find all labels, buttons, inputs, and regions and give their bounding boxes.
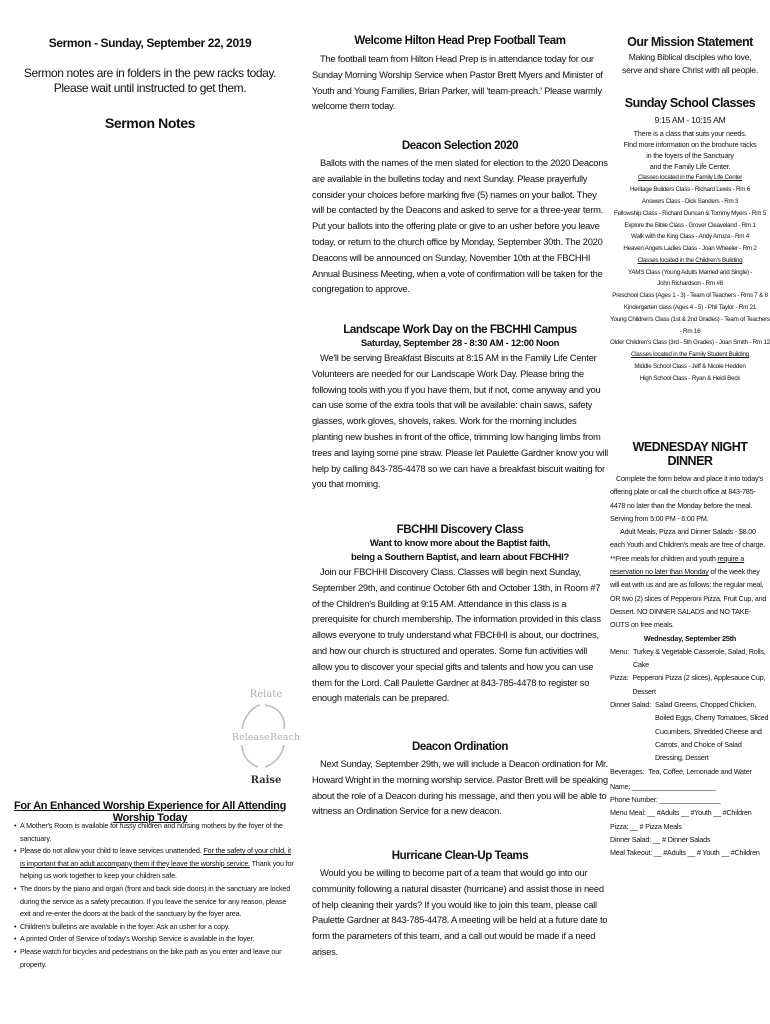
class-item: Heaven Angels Ladies Class - Joan Wheeler - Rm 2 [623, 245, 757, 253]
mission-line-1: Making Biblical disciples who love, [628, 52, 752, 62]
wednesday-dinner-prices: Adult Meals, Pizza and Dinner Salads - $8.00 each Youth and Children's meals are free of charge. [610, 527, 765, 550]
wednesday-dinner-date: Wednesday, September 25th [643, 633, 737, 643]
menu-row [610, 671, 770, 698]
free-meals-text: of the week they will eat with us and are as follows: the regular meal, OR two (2) slices of Pepperoni Pizza, Fruit Cup, and Dessert. NO DINNER SALADS and NO TAKE-OUTS on free meals. [610, 567, 767, 630]
guideline-item: • Please watch for bicycles and pedestrians on the bike path as you enter and leave our property. [14, 946, 294, 971]
sermon-title: Sermon - Sunday, September 22, 2019 [48, 36, 252, 50]
logo-word-reach: Reach [270, 732, 300, 743]
landscape-section [312, 324, 608, 492]
class-location-heading: Classes located in the Family Life Center [637, 174, 743, 182]
hurricane-title: Hurricane Clean-Up Teams [391, 850, 529, 862]
football-body: The football team from Hilton Head Prep is in attendance today for our Sunday Morning Worship Service when Pastor Brett Myers and Minister of Youth and Young Families, Brian Parker, will 'team-preach.' Please warmly welcome them today. [312, 53, 603, 112]
logo-word-release: Release [232, 732, 270, 743]
form-name-field[interactable]: Name: ______________________ [610, 781, 716, 791]
relate-release-reach-raise-logo [228, 683, 302, 787]
wednesday-dinner-serving-time: Serving from 5:00 PM - 6:00 PM. [610, 513, 709, 523]
logo-arrow-4 [242, 705, 260, 729]
hurricane-body: Would you be willing to become part of a team that would go into our community following a natural disaster (hurricane) and assist those in need of help cleaning their yards? If you would like to join this team, please call Paulette Gardner at 843-785-4478. A meeting will be held at a future date to form the parameters of this team, and a call out would be made if a need arises. [312, 867, 608, 957]
mission-line-2: serve and share Christ with all people. [622, 64, 758, 75]
intro-line: and the Family Life Center. [649, 162, 731, 172]
sunday-school-title: Sunday School Classes [624, 96, 756, 110]
ordination-body: Next Sunday, September 29th, we will include a Deacon ordination for Mr. Howard Wright in the morning worship service. Pastor Brett will be speaking about the role of a Deacon during his message, and then you will be able to witness an Ordination Service for a new deacon. [312, 758, 608, 817]
sunday-school-section [610, 96, 770, 385]
guideline-item: • A Mother's Room is available for fussy children and nursing mothers by the foyer of the sanctuary. [14, 820, 294, 845]
guideline-item [14, 845, 294, 883]
class-item: Fellowship Class - Richard Duncan & Tommy Myers - Rm 5 [614, 209, 766, 217]
discovery-subtitle-2: being a Southern Baptist, and learn about FBCHHI? [350, 552, 570, 563]
sermon-notes-instructions [0, 66, 300, 96]
class-item: Older Children's Class (3rd - 5th Grades) - Joan Smith - Rm 12 [610, 339, 770, 347]
deacon-selection-body: Ballots with the names of the men slated for election to the 2020 Deacons are available in the bulletins today and next Sunday. Please prayerfully consider your choices before marking five (5) names on your ballot. They will be contacted by the Deacons and asked to serve for a three-year term. Put your ballots into the offering plate or give to an usher before you leave today, or return to the church office by Monday, September 30th. The 2020 Deacons will be announced on Sunday, November 10th at the FBCHHI Annual Business Meeting, when a vote of confirmation will be taken for the congregation to approve. [312, 157, 608, 295]
menu-label: Pizza: [610, 673, 629, 683]
guideline-text: Please do not allow your child to leave services unattended. [20, 846, 204, 856]
enhanced-worship-heading: For An Enhanced Worship Experience for All Attending Worship Today [13, 800, 287, 824]
intro-line: Find more information on the brochure racks [623, 139, 757, 149]
sermon-notes-line-1: Sermon notes are in folders in the pew racks today. [23, 66, 277, 80]
hurricane-section [312, 850, 608, 960]
class-item: Answers Class - Dick Sanders - Rm 3 [641, 197, 739, 205]
sunday-school-time: 9:15 AM - 10:15 AM [654, 115, 726, 125]
ordination-title: Deacon Ordination [411, 741, 509, 753]
class-item: Middle School Class - Jeff & Nicole Hedden [634, 363, 746, 371]
menu-label: Beverages: [610, 766, 645, 776]
deacon-selection-title: Deacon Selection 2020 [401, 140, 519, 152]
worship-guidelines-list [14, 820, 294, 971]
class-location-heading: Classes located in the Family Student Building [630, 351, 749, 359]
ordination-section [312, 741, 608, 819]
landscape-title: Landscape Work Day on the FBCHHI Campus [343, 324, 577, 336]
logo-arrow-3 [242, 745, 258, 767]
guideline-item: • Children's bulletins are available in the foyer. Ask an usher for a copy. [14, 921, 294, 934]
reservation-form [610, 780, 770, 860]
guideline-text: Thank you for helping us work together to keep your children safe. [20, 858, 294, 881]
class-item: Heritage Builders Class - Richard Lewis - Rm 6 [629, 186, 751, 194]
menu-value: Turkey & Vegetable Casserole, Salad, Rolls, Cake [632, 646, 766, 670]
menu-value: Pepperoni Pizza (2 slices), Applesauce Cup, Dessert [632, 673, 766, 696]
menu-row [610, 765, 770, 778]
sermon-notes-line-2: Please wait until instructed to get them. [53, 81, 247, 95]
menu-row [610, 698, 770, 764]
class-list [610, 172, 770, 384]
menu-value: Tea, Coffee, Lemonade and Water [648, 766, 752, 776]
form-pizza-field[interactable]: Pizza: __ # Pizza Meals [610, 821, 682, 831]
menu-label: Dinner Salad: [610, 700, 651, 710]
logo-word-raise: Raise [250, 775, 282, 786]
discovery-title: FBCHHI Discovery Class [396, 524, 524, 536]
form-phone-field[interactable]: Phone Number: ________________ [610, 795, 721, 805]
menu-label: Menu: [610, 646, 629, 656]
class-item: Walk with the King Class - Andy Arruza - Rm 4 [631, 233, 749, 241]
sermon-notes-heading: Sermon Notes [104, 115, 196, 131]
logo-word-relate: Relate [249, 689, 283, 700]
menu-row [610, 645, 770, 672]
intro-line: in the foyers of the Sanctuary [646, 150, 734, 160]
form-dinner-salad-field[interactable]: Dinner Salad: __ # Dinner Salads [610, 835, 711, 845]
guideline-safety-underlined: For the safety of your child, it is important that an adult accompany them if they leave the worship service. [20, 846, 291, 868]
logo-arrow-2 [265, 745, 284, 767]
discovery-subtitle-1: Want to know more about the Baptist faith, [369, 538, 551, 549]
logo-arrow-1 [265, 705, 284, 729]
football-section [312, 35, 608, 114]
class-item: Young Children's Class (1st & 2nd Grades) - Team of Teachers - Rm 16 [610, 315, 770, 335]
football-title: Welcome Hilton Head Prep Football Team [354, 35, 566, 47]
menu-list [610, 645, 770, 778]
wednesday-dinner-instructions: Complete the form below and place it into today's offering plate or call the church office at 843-785-4478 no later than the Monday before the meal. [610, 474, 763, 510]
class-item: Preschool Class (Ages 1 - 3) - Team of Teachers - Rms 7 & 8 [612, 292, 768, 300]
guideline-item: • The doors by the piano and organ (front and back side doors) in the sanctuary are locked during the service as a safety precaution. If you leave the service for any reason, please exit and re-enter the doors at the back of the sanctuary by the foyer area. [14, 883, 294, 921]
class-item: Kindergarten class (Ages 4 - 5) - Phil Taylor - Rm 21 [623, 304, 757, 312]
class-item: YAMS Class (Young Adults Married and Single) - [627, 268, 753, 276]
class-item: High School Class - Ryan & Heidi Beck [639, 374, 741, 382]
discovery-body: Join our FBCHHI Discovery Class. Classes will begin next Sunday, September 29th, and continue October 6th and October 13th, in Room #7 of the Children's Building at 9:15 AM. Attendance in this class is a prerequisite for church membership. The information provided in this class allows everyone to truly understand what FBCHHI is about, our doctrines, and how our church is structured and operates. Some fun activities will allow you to discover your special gifts and talents and how you can use them for the Lord. Call Paulette Gardner at 843-785-4478 to register so enough materials can be prepared. [312, 566, 601, 704]
class-location-heading: Classes located in the Children's Building [637, 256, 743, 264]
mission-title: Our Mission Statement [627, 35, 753, 49]
sunday-school-intro [610, 128, 770, 173]
guideline-item: • A printed Order of Service of today's Worship Service is available in the foyer. [14, 933, 294, 946]
class-item: Explore the Bible Class - Grover Cleaveland - Rm 1 [624, 221, 756, 229]
deacon-selection-section [312, 140, 608, 297]
form-meal-takeout-field[interactable]: Meal Takeout: __ #Adults __ # Youth __ #Children [610, 848, 760, 858]
intro-line: There is a class that suits your needs. [633, 128, 747, 138]
wednesday-dinner-section [610, 440, 770, 860]
landscape-subtitle: Saturday, September 28 - 8:30 AM - 12:00 Noon [360, 338, 560, 349]
form-menu-meal-field[interactable]: Menu Meal: __ #Adults __ #Youth __ #Children [610, 808, 752, 818]
landscape-body: We'll be serving Breakfast Biscuits at 8:15 AM in the Family Life Center Volunteers are needed for our Landscape Work Day. Please bring the following tools with you if you have them, but if not, come anyway and you can use some of the extra tools that will be available: chain saws, safety glasses, work gloves, shovels, rakes. Work for the morning includes planting new bushes in front of the office, trimming low hanging limbs from trees and laying some pine straw. Please let Paulette Gardner know you will help by calling 843-785-4478 so we can have a breakfast biscuit waiting for you that morning. [312, 352, 608, 490]
free-meals-text: **Free meals for children and youth [610, 553, 718, 563]
wednesday-dinner-title: WEDNESDAY NIGHT DINNER [632, 440, 748, 468]
discovery-section [312, 524, 608, 706]
class-item: John Richardson - Rm #8 [657, 280, 723, 288]
wednesday-dinner-free-meals [610, 552, 770, 632]
menu-value: Salad Greens, Chopped Chicken, Boiled Eggs, Cherry Tomatoes, Sliced Cucumbers, Shredded Cheese and Carrots, and Choice of Salad Dressing, Dessert [654, 700, 769, 763]
mission-section [610, 35, 770, 76]
free-meals-underlined: require a reservation no later than Monday [610, 553, 745, 577]
